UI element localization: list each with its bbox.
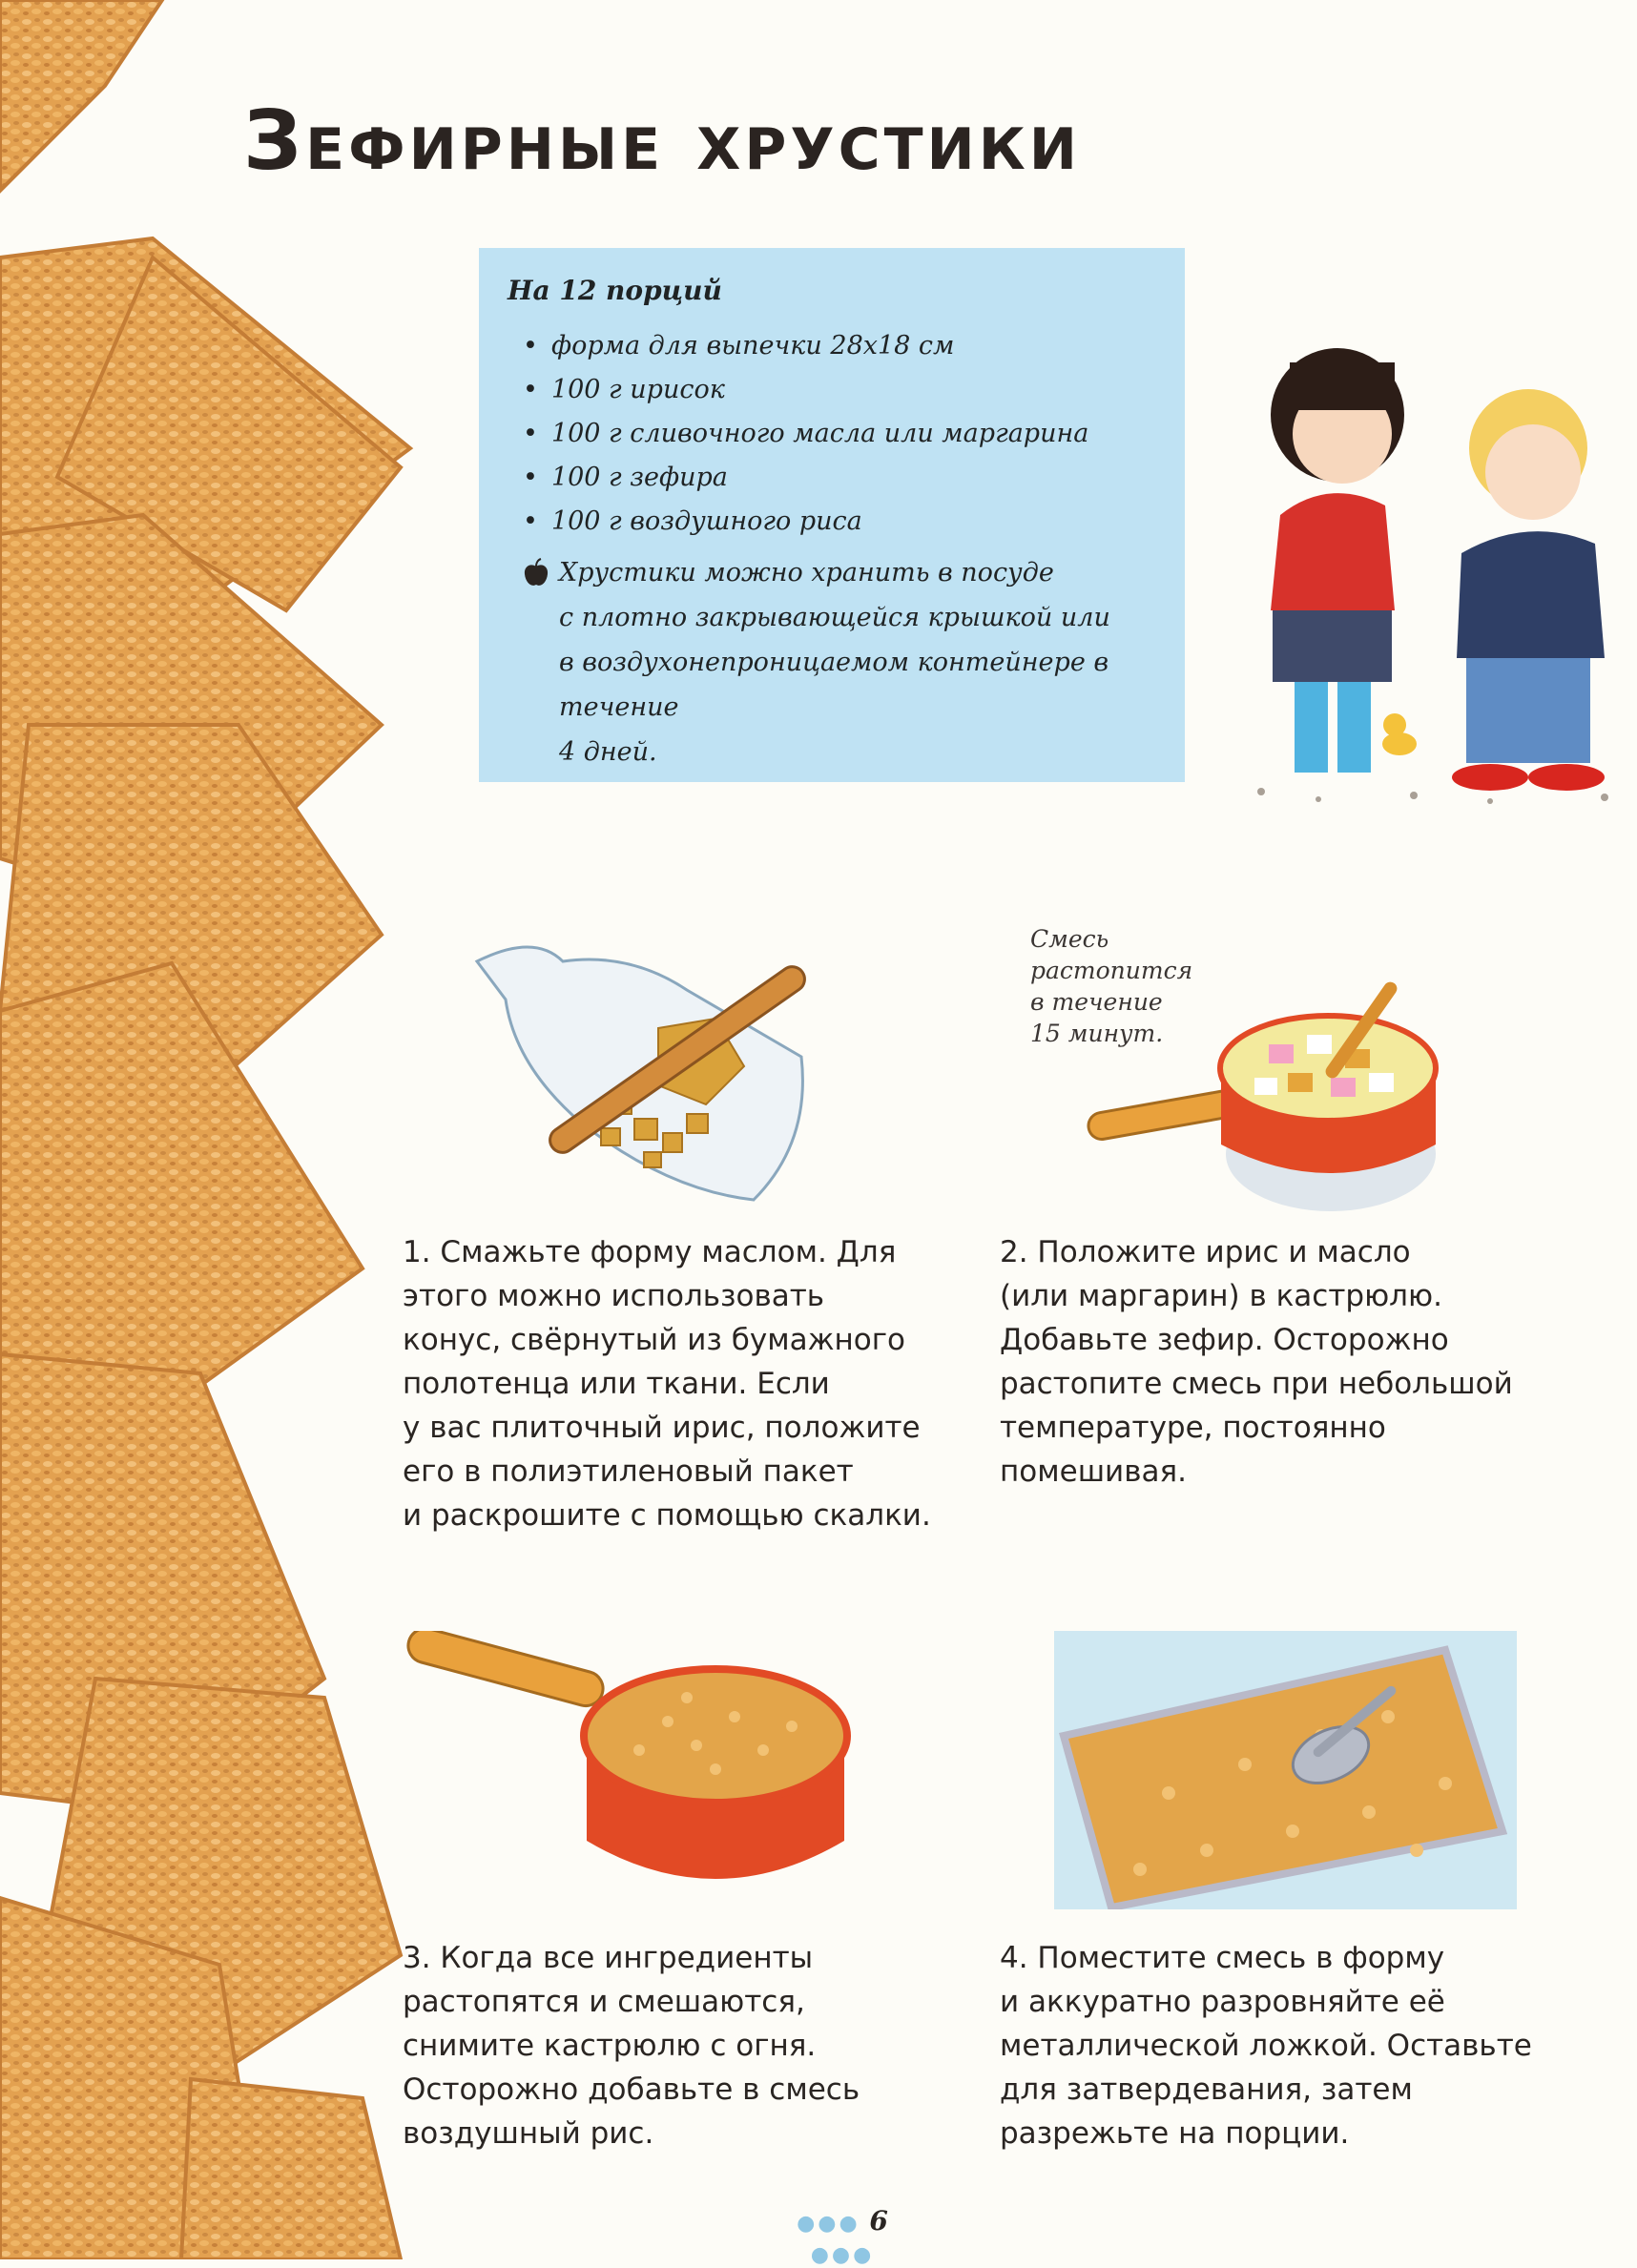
toffee-bag-illustration: [467, 923, 830, 1209]
baking-tray-illustration: [1054, 1631, 1517, 1909]
storage-tip: [523, 550, 1156, 774]
page-title: Зефирные хрустики: [243, 93, 1082, 189]
ingredient-item: • форма для выпечки 28х18 см: [523, 331, 1156, 361]
ingredient-item: • 100 г воздушного риса: [523, 506, 1156, 536]
saucepan-marshmallow-illustration: [1078, 963, 1460, 1221]
saucepan-rice-illustration: [401, 1631, 878, 1917]
ingredients-list: [523, 331, 1156, 536]
children-illustration: [1204, 334, 1637, 811]
step-2-text: 2. Положите ирис и масло (или маргарин) в кастрюлю. Добавьте зефир. Осторожно растопите смесь при небольшой температуре, постоянно помешивая.: [1000, 1235, 1513, 1489]
step-1-text: 1. Смажьте форму маслом. Для этого можно использовать конус, свёрнутый из бумажного полотенца или ткани. Если у вас плиточный ирис, положите его в полиэтиленовый пакет и раскрошите с помощью скалки.: [403, 1235, 931, 1533]
dots-decoration-right: ●●●: [810, 2242, 875, 2267]
servings-label: На 12 порций: [508, 275, 722, 306]
ingredient-item: • 100 г зефира: [523, 463, 1156, 492]
ingredients-box: [479, 248, 1185, 782]
apple-icon: [523, 558, 549, 588]
ingredient-item: • 100 г ирисок: [523, 375, 1156, 404]
rice-crispy-bars-photo: [0, 0, 448, 2259]
step-3-text: 3. Когда все ингредиенты растопятся и смешаются, снимите кастрюлю с огня. Осторожно добавьте в смесь воздушный рис.: [403, 1941, 860, 2151]
storage-tip-text: Хрустики можно хранить в посуде с плотно закрывающейся крышкой или в воздухонепроницаемом контейнере в течение 4 дней.: [559, 558, 1110, 767]
ingredient-item: • 100 г сливочного масла или маргарина: [523, 419, 1156, 448]
step-4-text: 4. Поместите смесь в форму и аккуратно разровняйте её металлической ложкой. Оставьте для затвердевания, затем разрежьте на порции.: [1000, 1941, 1532, 2151]
page-number: ●●● 6 ●●●: [797, 2205, 888, 2267]
dots-decoration-left: ●●●: [797, 2211, 860, 2236]
melting-time-note: Смесь растопится в течение 15 минут.: [1030, 925, 1193, 1047]
